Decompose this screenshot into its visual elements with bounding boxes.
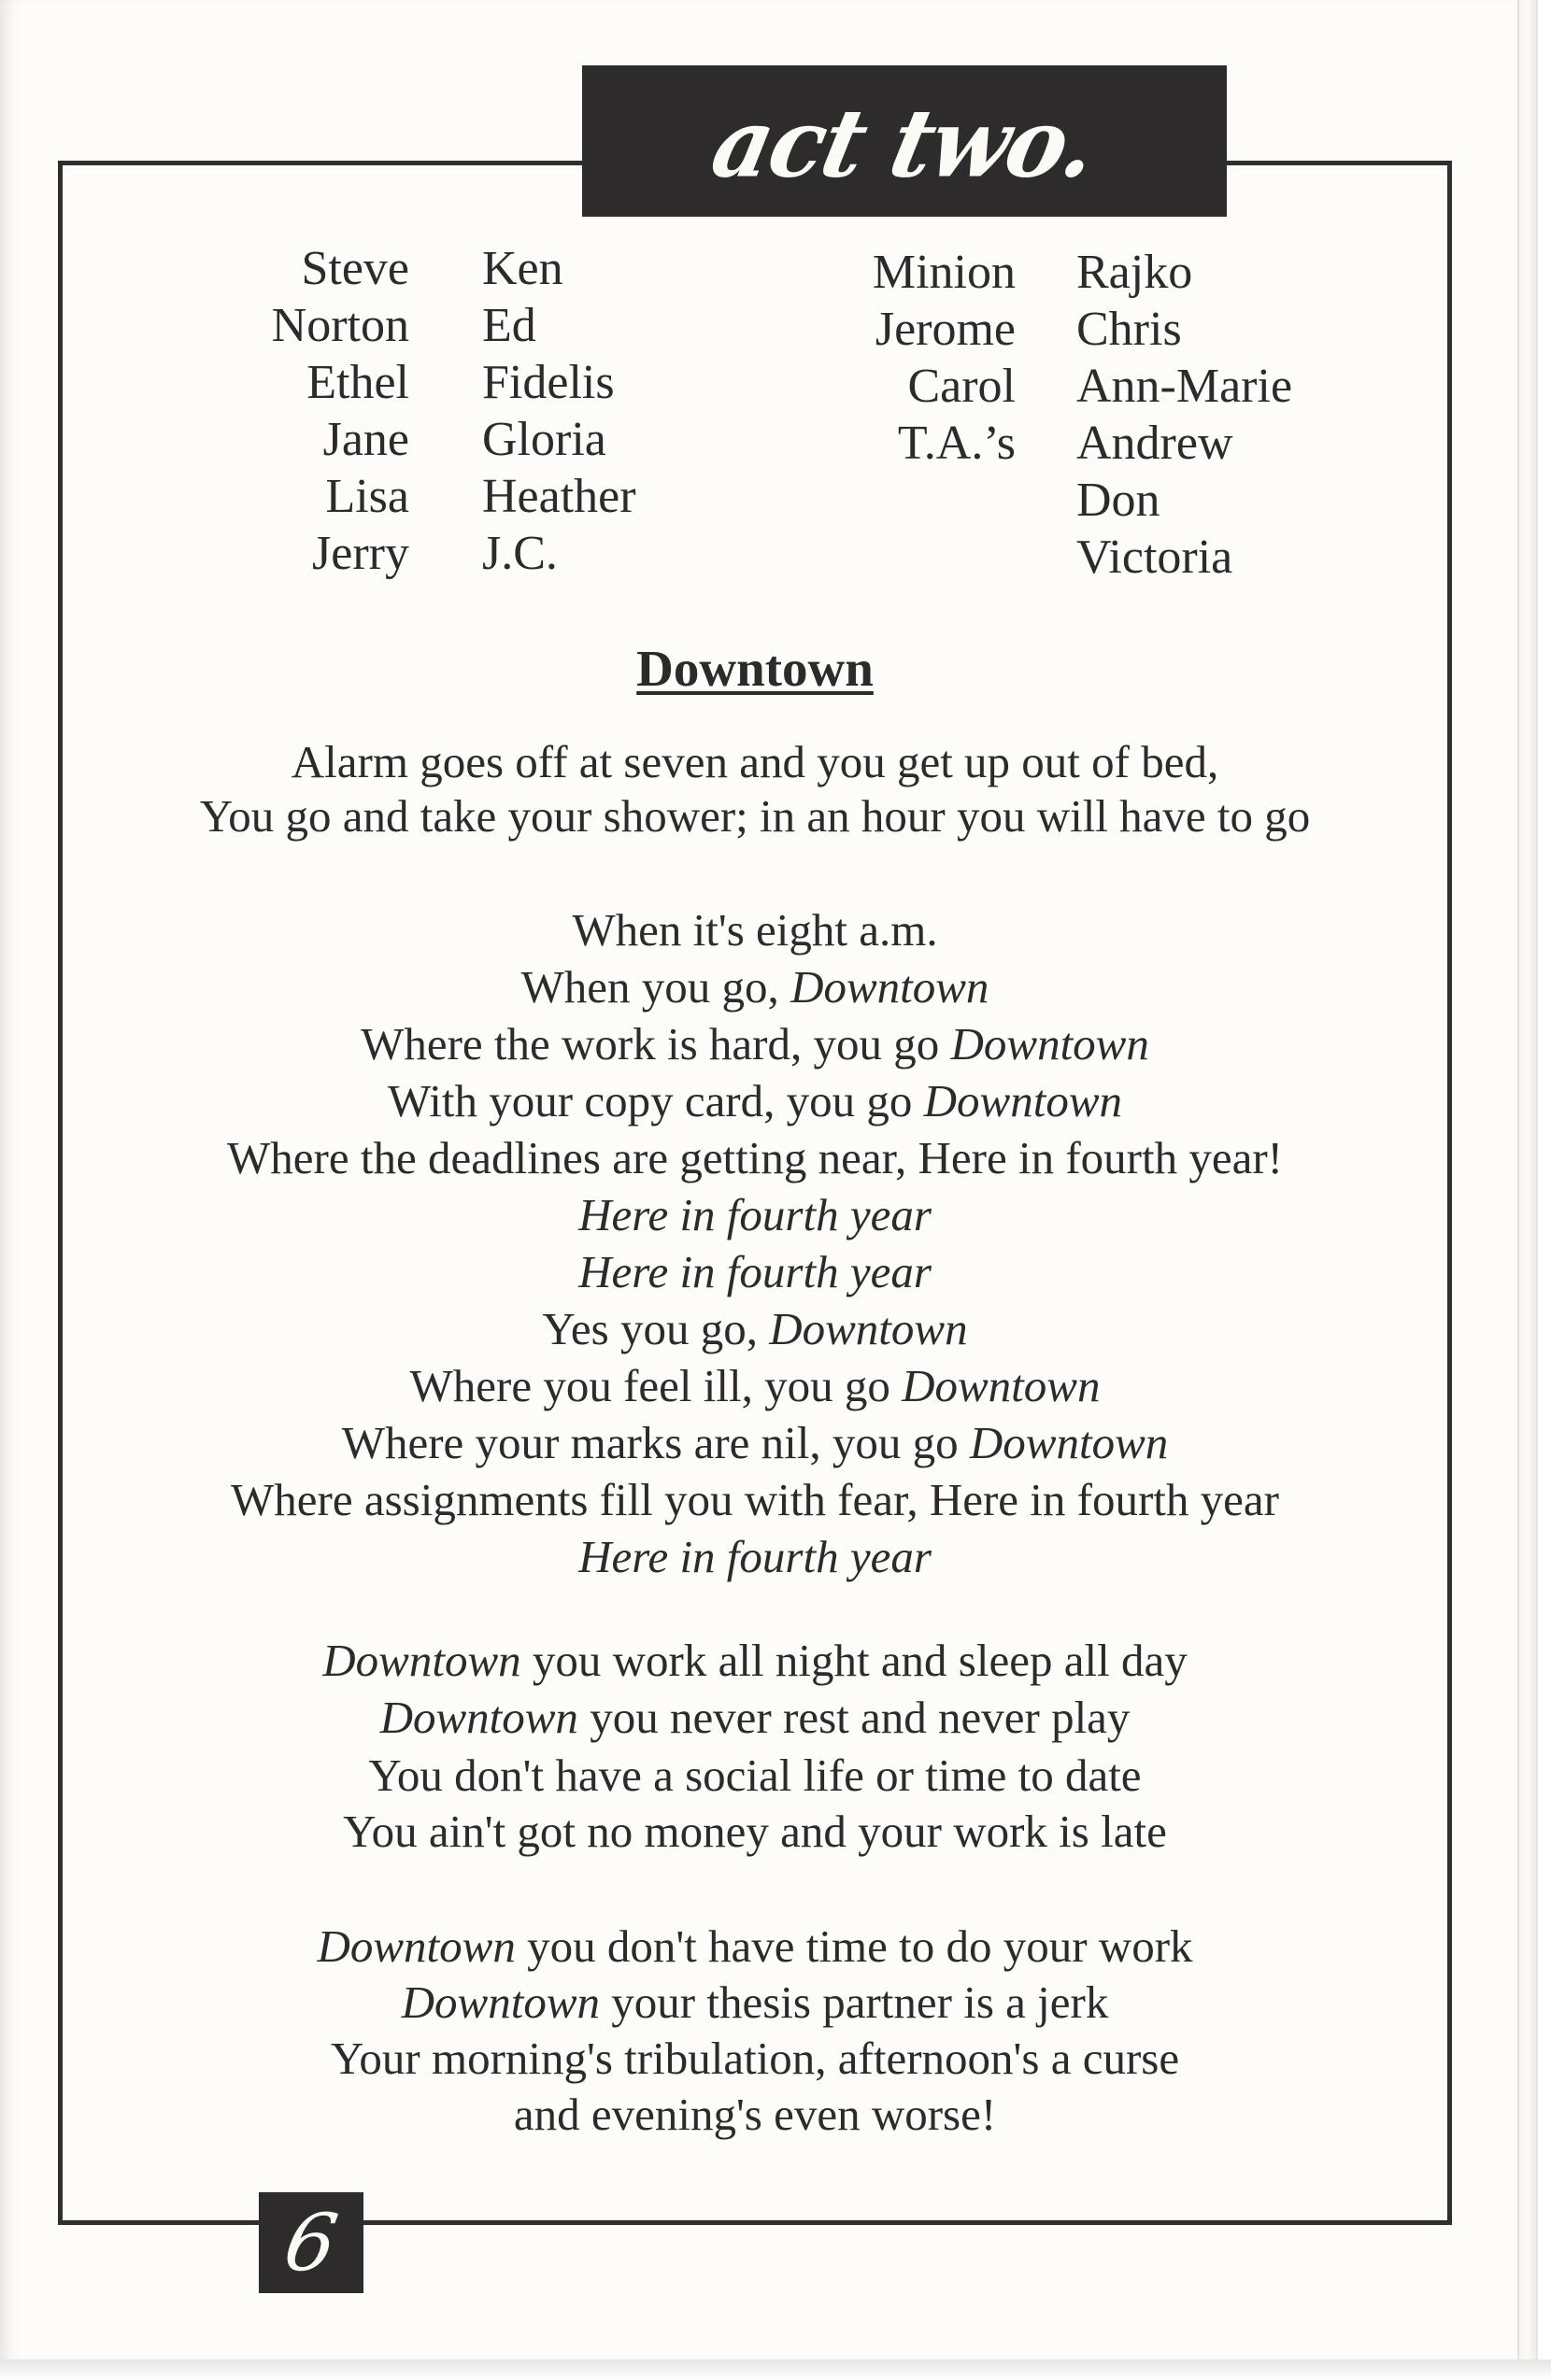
lyric-text: Where your marks are nil, you go <box>341 1417 970 1468</box>
lyric-line <box>58 2089 1452 2140</box>
cast-actor: J.C. <box>482 527 558 580</box>
lyric-emphasis: Here in fourth year <box>578 1246 932 1297</box>
cast-role: T.A.’s <box>897 417 1016 470</box>
cast-role: Carol <box>907 360 1016 413</box>
cast-role: Jerry <box>312 527 409 580</box>
lyric-line <box>58 736 1452 787</box>
lyric-text: Where the deadlines are getting near, Here in fourth year! <box>227 1132 1283 1183</box>
lyric-text: Your morning's tribulation, afternoon's a curse <box>330 2033 1180 2084</box>
lyric-line <box>58 904 1452 956</box>
cast-right-roles <box>810 244 1016 472</box>
lyric-line <box>58 1132 1452 1183</box>
lyric-emphasis: Downtown <box>322 1635 521 1686</box>
cast-actor: Chris <box>1076 303 1182 356</box>
lyric-text: and evening's even worse! <box>513 2089 997 2140</box>
lyric-emphasis: Downtown <box>969 1417 1169 1468</box>
lyric-emphasis: Downtown <box>950 1018 1149 1070</box>
lyric-line <box>58 1635 1452 1686</box>
lyric-emphasis: Downtown <box>401 1976 601 2028</box>
cast-actor: Don <box>1076 474 1160 527</box>
lyric-line <box>58 1750 1452 1801</box>
cast-actor: Fidelis <box>482 356 615 409</box>
lyric-text: You go and take your shower; in an hour you will have to go <box>199 790 1311 842</box>
cast-role: Ethel <box>306 356 409 409</box>
cast-actor: Gloria <box>482 413 606 466</box>
lyric-emphasis: Downtown <box>923 1075 1123 1126</box>
cast-left-roles <box>222 240 409 582</box>
lyric-text: When it's eight a.m. <box>572 904 938 956</box>
lyric-text: you never rest and never play <box>577 1692 1131 1743</box>
cast-role: Lisa <box>325 470 409 523</box>
song-title <box>58 640 1452 697</box>
lyric-line <box>58 1976 1452 2028</box>
lyric-emphasis: Downtown <box>902 1360 1101 1411</box>
lyric-text: You ain't got no money and your work is late <box>343 1806 1167 1857</box>
cast-actor: Victoria <box>1076 531 1233 584</box>
lyric-text: Alarm goes off at seven and you get up out of bed, <box>291 736 1219 787</box>
cast-right-actors <box>1076 244 1375 586</box>
lyric-line <box>58 1806 1452 1857</box>
act-title: act two. <box>703 88 1106 199</box>
lyric-line <box>58 1189 1452 1240</box>
cast-role: Steve <box>301 242 409 295</box>
lyric-line <box>58 1417 1452 1468</box>
lyric-emphasis: Here in fourth year <box>578 1189 932 1240</box>
cast-actor: Rajko <box>1076 246 1193 299</box>
lyric-text: Yes you go, <box>542 1303 770 1354</box>
page-number-box <box>259 2192 363 2293</box>
cast-role: Minion <box>872 246 1016 299</box>
cast-actor: Ken <box>482 242 563 295</box>
cast-actor: Ed <box>482 299 536 352</box>
page-number: 6 <box>277 2197 345 2288</box>
lyric-text: Where the work is hard, you go <box>361 1018 951 1070</box>
lyric-text: With your copy card, you go <box>387 1075 924 1126</box>
cast-actor: Andrew <box>1076 417 1233 470</box>
cast-left-actors <box>482 240 706 582</box>
lyric-line <box>58 1531 1452 1582</box>
lyric-line <box>58 1474 1452 1525</box>
lyric-text: When you go, <box>520 961 791 1013</box>
lyric-line <box>58 1246 1452 1297</box>
page-edge-bottom <box>0 2359 1551 2380</box>
lyric-line <box>58 961 1452 1013</box>
song-title-text: Downtown <box>636 640 874 697</box>
lyric-line <box>58 2033 1452 2084</box>
page-edge-right <box>1517 0 1538 2361</box>
lyric-line <box>58 1360 1452 1411</box>
cast-role: Norton <box>271 299 409 352</box>
lyric-line <box>58 1075 1452 1126</box>
lyric-line <box>58 790 1452 842</box>
lyric-text: Where you feel ill, you go <box>409 1360 903 1411</box>
lyric-text: you work all night and sleep all day <box>520 1635 1188 1686</box>
cast-role: Jerome <box>875 303 1016 356</box>
lyric-emphasis: Downtown <box>769 1303 968 1354</box>
lyric-emphasis: Downtown <box>790 961 989 1013</box>
lyric-text: You don't have a social life or time to date <box>368 1750 1142 1801</box>
cast-actor: Ann-Marie <box>1076 360 1293 413</box>
lyric-line <box>58 1920 1452 1972</box>
lyric-line <box>58 1692 1452 1743</box>
lyric-text: you don't have time to do your work <box>515 1920 1193 1972</box>
lyric-emphasis: Downtown <box>379 1692 578 1743</box>
lyric-line <box>58 1303 1452 1354</box>
lyric-emphasis: Downtown <box>317 1920 516 1972</box>
cast-role: Jane <box>322 413 409 466</box>
act-title-banner <box>582 65 1227 217</box>
lyric-line <box>58 1018 1452 1070</box>
lyric-text: your thesis partner is a jerk <box>600 1976 1109 2028</box>
cast-actor: Heather <box>482 470 636 523</box>
lyric-text: Where assignments fill you with fear, Here in fourth year <box>231 1474 1279 1525</box>
lyric-emphasis: Here in fourth year <box>578 1531 932 1582</box>
